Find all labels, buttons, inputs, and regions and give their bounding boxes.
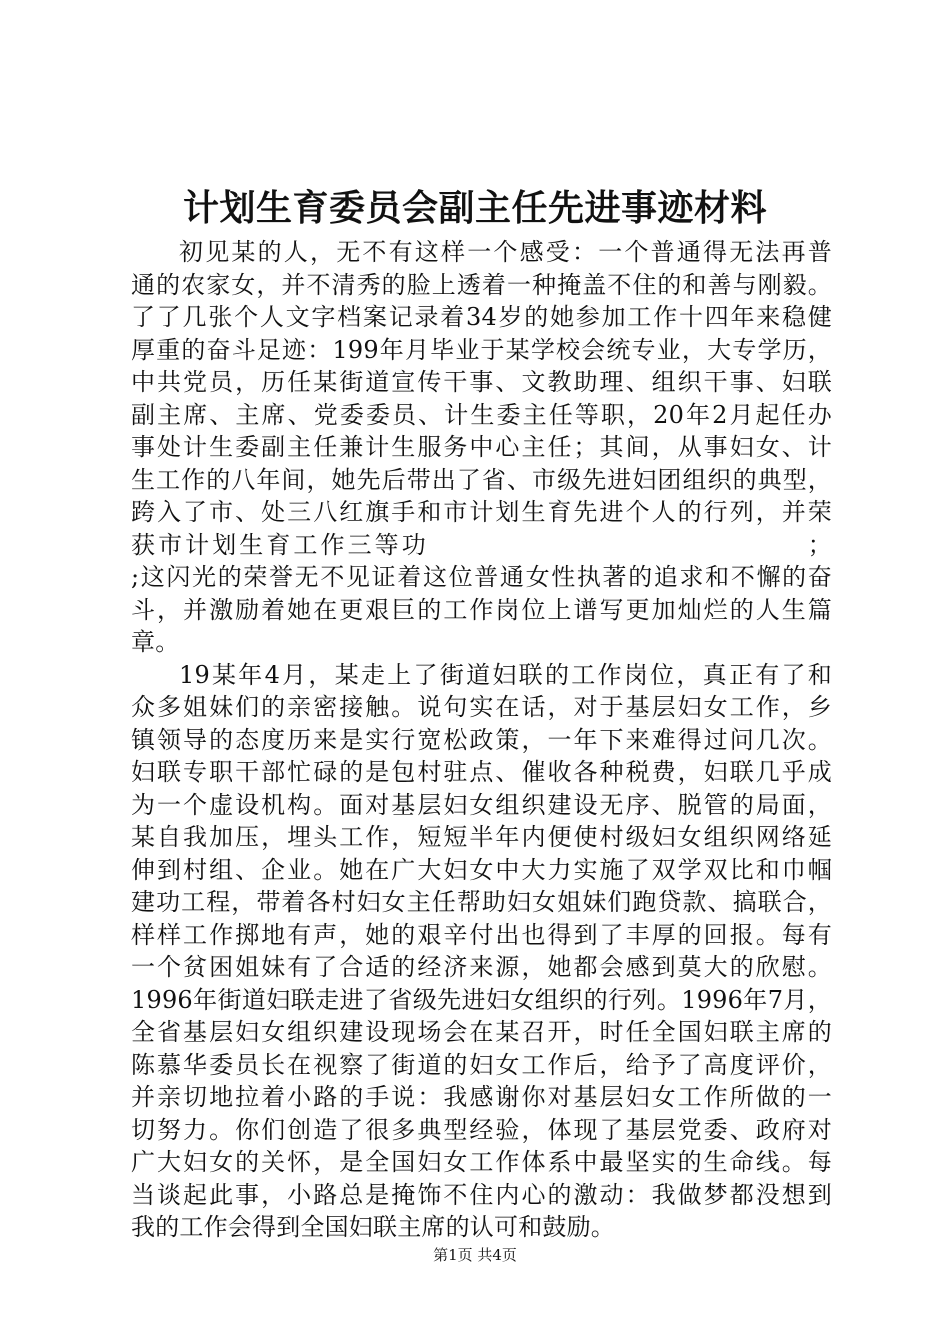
text-line: 建功工程，带着各村妇女主任帮助妇女姐妹们跑贷款、搞联合，: [131, 888, 832, 916]
text-line: 通的农家女，并不清秀的脸上透着一种掩盖不住的和善与刚毅。: [131, 270, 832, 299]
paragraph-1: [131, 236, 832, 659]
text-line: 厚重的奋斗足迹：199年月毕业于某学校会统专业，大专学历，: [131, 335, 832, 364]
text-line: 为一个虚设机构。面对基层妇女组织建设无序、脱管的局面，: [131, 790, 832, 819]
text-line: 样样工作掷地有声，她的艰辛付出也得到了丰厚的回报。每有: [131, 920, 832, 949]
text-line: 某自我加压，埋头工作，短短半年内便使村级妇女组织网络延: [131, 823, 832, 851]
text-line: 19某年4月，某走上了街道妇联的工作岗位，真正有了和: [179, 660, 832, 689]
text-line: 生工作的八年间，她先后带出了省、市级先进妇团组织的典型，: [131, 465, 832, 494]
document-body: [131, 236, 832, 1244]
text-line: 章。: [131, 628, 180, 656]
text-line: 陈慕华委员长在视察了街道的妇女工作后，给予了高度评价，: [131, 1050, 832, 1079]
paragraph-2: [131, 659, 832, 1244]
text-line: 1996年街道妇联走进了省级先进妇女组织的行列。1996年7月，: [131, 985, 832, 1014]
text-line: 镇领导的态度历来是实行宽松政策，一年下来难得过问几次。: [131, 725, 832, 754]
text-line: 广大妇女的关怀，是全国妇女工作体系中最坚实的生命线。每: [131, 1148, 832, 1176]
text-line: 事处计生委副主任兼计生服务中心主任；其间，从事妇女、计: [131, 433, 832, 461]
text-line: 副主席、主席、党委委员、计生委主任等职，20年2月起任办: [131, 400, 832, 429]
text-line: 伸到村组、企业。她在广大妇女中大力实施了双学双比和巾帼: [131, 855, 832, 884]
text-line: 斗，并激励着她在更艰巨的工作岗位上谱写更加灿烂的人生篇: [131, 595, 832, 624]
text-line: 获市计划生育工作三等功 ；: [131, 530, 832, 559]
text-line: 我的工作会得到全国妇联主席的认可和鼓励。: [131, 1213, 615, 1241]
text-line: 中共党员，历任某街道宣传干事、文教助理、组织干事、妇联: [131, 368, 832, 396]
text-line: 了了几张个人文字档案记录着34岁的她参加工作十四年来稳健: [131, 303, 832, 331]
text-line: 跨入了市、处三八红旗手和市计划生育先进个人的行列，并荣: [131, 498, 832, 526]
page-title: 计划生育委员会副主任先进事迹材料: [182, 187, 767, 229]
text-line: 初见某的人，无不有这样一个感受：一个普通得无法再普: [179, 238, 832, 266]
page-footer: 第1页 共4页: [433, 1246, 517, 1264]
text-line: 全省基层妇女组织建设现场会在某召开，时任全国妇联主席的: [131, 1018, 832, 1046]
text-line: ;这闪光的荣誉无不见证着这位普通女性执著的追求和不懈的奋: [131, 563, 832, 591]
text-line: 当谈起此事，小路总是掩饰不住内心的激动：我做梦都没想到: [131, 1180, 832, 1209]
text-line: 妇联专职干部忙碌的是包村驻点、催收各种税费，妇联几乎成: [131, 758, 832, 786]
text-line: 众多姐妹们的亲密接触。说句实在话，对于基层妇女工作，乡: [131, 693, 832, 721]
text-line: 并亲切地拉着小路的手说：我感谢你对基层妇女工作所做的一: [131, 1083, 832, 1111]
text-line: 切努力。你们创造了很多典型经验，体现了基层党委、政府对: [131, 1115, 832, 1144]
text-line: 一个贫困姐妹有了合适的经济来源，她都会感到莫大的欣慰。: [131, 953, 832, 981]
